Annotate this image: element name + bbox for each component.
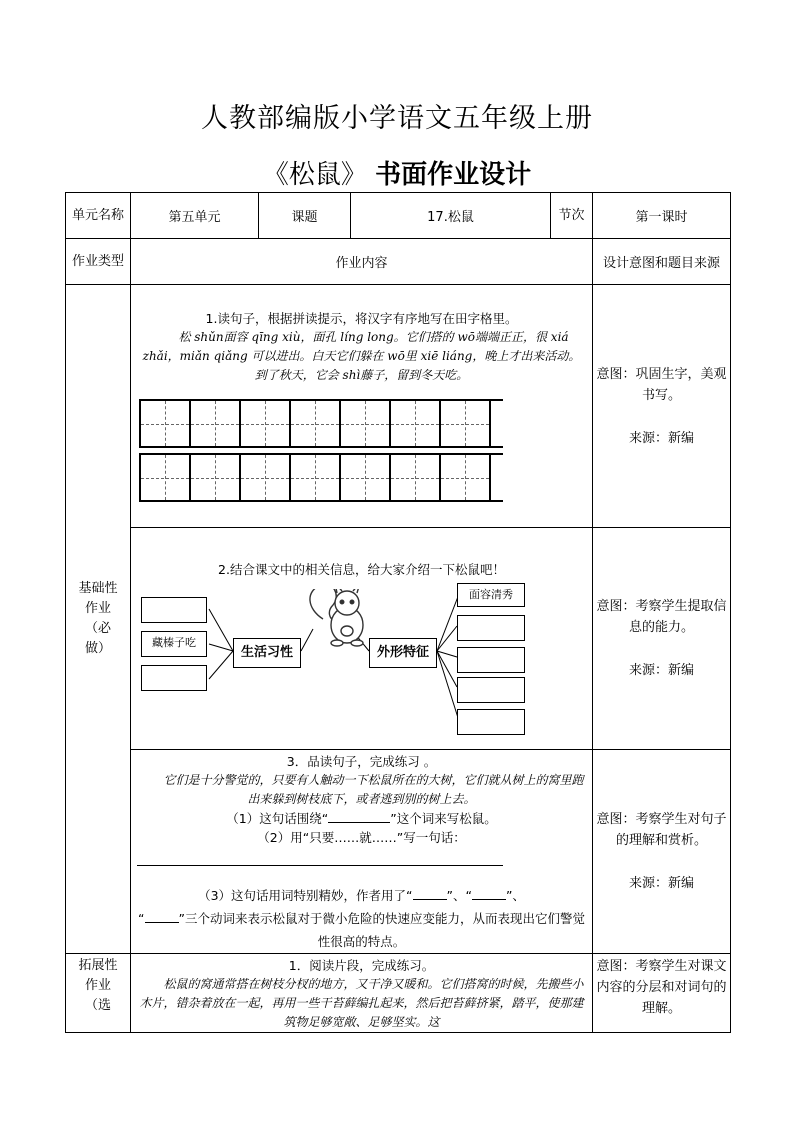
habit-example: 藏榛子吃 [141, 631, 207, 657]
tianzige-cell[interactable] [341, 401, 391, 446]
basic-q3-sub1: （1）这句话围绕“ ”这个词来写松鼠。 [226, 811, 497, 826]
document-subtitle [0, 154, 794, 191]
basic-q3-intent: 意图：考察学生对句子的理解和赏析。 [596, 812, 727, 848]
basic-q3-prompt: 3．品读句子，完成练习 。 [286, 754, 437, 769]
tianzige-cell[interactable] [141, 401, 191, 446]
intent-column-header: 设计意图和题目来源 [593, 239, 731, 285]
content-column-header: 作业内容 [131, 239, 593, 285]
topic-label: 课题 [259, 193, 351, 239]
type-column-header: 作业类型 [66, 239, 131, 285]
basic-q1-intent-cell [593, 285, 731, 528]
unit-label: 单元名称 [66, 193, 131, 239]
topic-value: 17.松鼠 [351, 193, 551, 239]
tianzige-cell[interactable] [441, 401, 491, 446]
tianzige-grid [139, 399, 586, 502]
tianzige-cell[interactable] [391, 455, 441, 500]
mind-map [137, 589, 586, 739]
tianzige-cell[interactable] [291, 455, 341, 500]
appearance-blank-4[interactable] [457, 709, 525, 735]
tianzige-cell[interactable] [291, 401, 341, 446]
tianzige-cell[interactable] [241, 401, 291, 446]
tianzige-row [139, 453, 503, 502]
answer-blank[interactable] [413, 887, 447, 900]
basic-q3-sub2: （2）用“只要……就……”写一句话： [257, 830, 466, 845]
answer-blank[interactable] [145, 910, 179, 923]
basic-q1-text: 松 shǔn面容 qīng xiù，面孔 líng long。它们搭的 wō端端正正，很 xiá zhǎi，miǎn qiǎng 可以进出。白天它们躲在 wō里 xiē liáng，晚上才出来活动。到了秋天，它会 shì藤子，留到冬天吃。 [142, 330, 581, 382]
extended-homework-label: 拓展性作业（选 [66, 954, 131, 1033]
tianzige-cell[interactable] [391, 401, 441, 446]
basic-q1-intent: 意图：巩固生字，美观书写。 [596, 366, 727, 403]
tianzige-cell[interactable] [191, 401, 241, 446]
lesson-label: 节次 [551, 193, 593, 239]
basic-q1-source: 来源：新编 [628, 430, 694, 446]
homework-table [65, 192, 731, 1033]
answer-line[interactable] [137, 851, 503, 866]
tianzige-cell[interactable] [441, 455, 491, 500]
subtitle-book: 《松鼠》 [262, 160, 367, 190]
appearance-blank-2[interactable] [457, 647, 525, 673]
basic-q2-cell [131, 528, 593, 750]
basic-q2-intent-cell [593, 528, 731, 750]
appearance-example: 面容清秀 [457, 583, 525, 607]
basic-q2-intent: 意图：考察学生提取信息的能力。 [596, 599, 727, 635]
basic-q3-cell [131, 750, 593, 954]
squirrel-icon [310, 589, 363, 646]
basic-q1-cell [131, 285, 593, 528]
basic-q3-sub3: （3）这句话用词特别精妙，作者用了“ ”、“ ”、 “ ”三个动词来表示松鼠对于微小危险的快速应变能力，从而表现出它们警觉性很高的特点。 [138, 888, 585, 949]
extended-q1-cell [131, 954, 593, 1033]
document-title: 人教部编版小学语文五年级上册 [201, 103, 593, 134]
hub-living-habits: 生活习性 [233, 638, 301, 668]
appearance-blank-1[interactable] [457, 615, 525, 641]
tianzige-cell[interactable] [241, 455, 291, 500]
basic-q2-prompt: 2.结合课文中的相关信息，给大家介绍一下松鼠吧！ [218, 562, 505, 577]
habit-blank-1[interactable] [141, 597, 207, 623]
unit-value: 第五单元 [131, 193, 259, 239]
answer-blank[interactable] [328, 810, 390, 823]
appearance-blank-3[interactable] [457, 677, 525, 703]
subtitle-design: 书面作业设计 [375, 160, 532, 190]
tianzige-cell[interactable] [191, 455, 241, 500]
basic-homework-label: 基础性作业（必做） [66, 285, 131, 954]
basic-q2-source: 来源：新编 [628, 663, 694, 678]
extended-q1-prompt: 1．阅读片段，完成练习。 [288, 958, 435, 973]
tianzige-cell[interactable] [141, 455, 191, 500]
basic-q3-intent-cell [593, 750, 731, 954]
hub-appearance: 外形特征 [369, 638, 437, 668]
extended-q1-intent-cell [593, 954, 731, 1033]
tianzige-row [139, 399, 503, 448]
extended-q1-text: 松鼠的窝通常搭在树枝分杈的地方，又干净又暖和。它们搭窝的时候，先搬些小木片，错杂着放在一起，再用一些干苔藓编扎起来，然后把苔藓挤紧，踏平，使那建筑物足够宽敞、足够坚实。这 [139, 977, 584, 1029]
basic-q1-prompt: 1.读句子，根据拼读提示，将汉字有序地写在田字格里。 [205, 311, 518, 326]
basic-q3-text: 它们是十分警觉的，只要有人触动一下松鼠所在的大树，它们就从树上的窝里跑出来躲到树枝底下，或者逃到别的树上去。 [163, 773, 584, 806]
extended-q1-intent: 意图：考察学生对课文内容的分层和对词句的理解。 [596, 959, 727, 1016]
answer-blank[interactable] [472, 887, 506, 900]
lesson-value: 第一课时 [593, 193, 731, 239]
habit-blank-2[interactable] [141, 665, 207, 691]
basic-q3-source: 来源：新编 [628, 876, 694, 891]
tianzige-cell[interactable] [341, 455, 391, 500]
